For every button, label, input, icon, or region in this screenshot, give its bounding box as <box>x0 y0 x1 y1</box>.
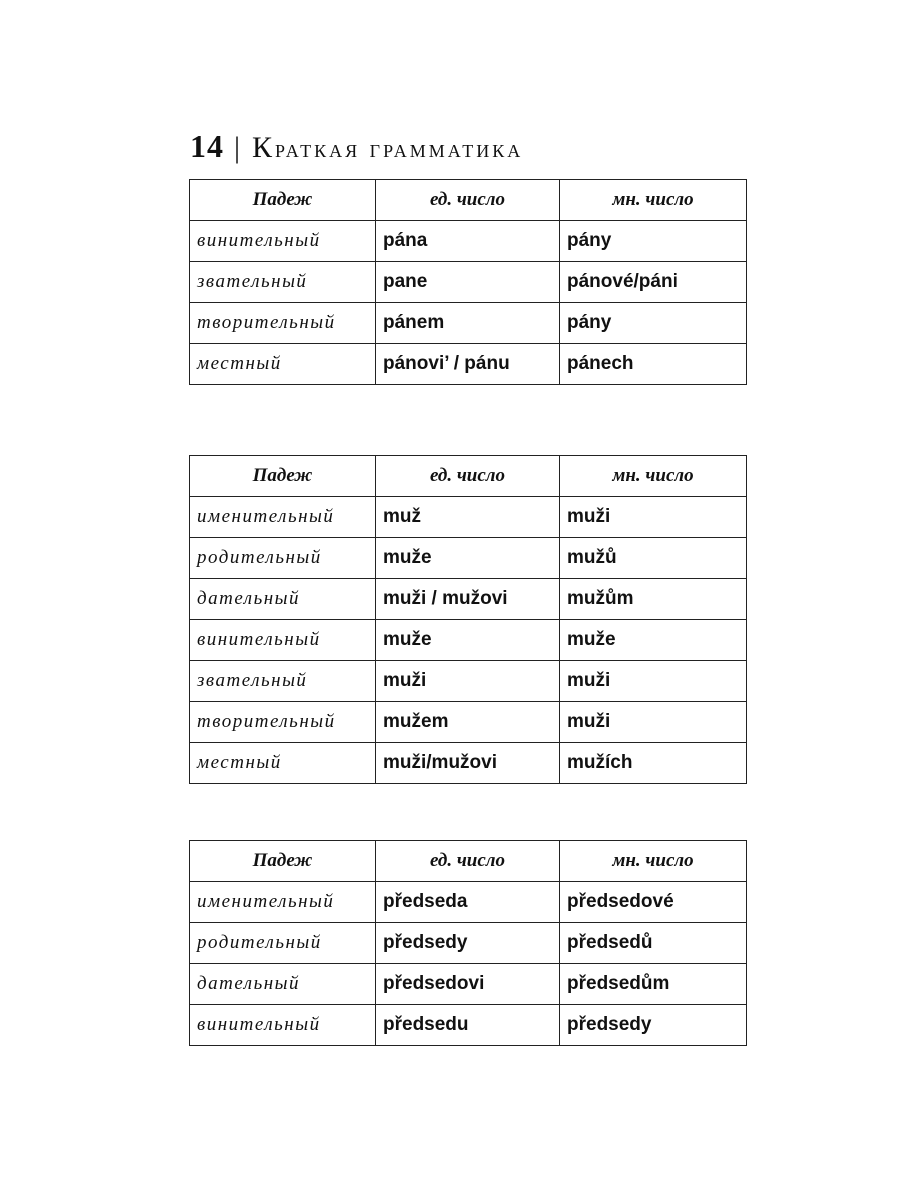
table-row <box>190 579 747 620</box>
header-singular: ед. число <box>376 180 560 221</box>
case-name: местный <box>190 743 376 784</box>
singular-form: pána <box>376 221 560 262</box>
plural-form: muži <box>560 497 747 538</box>
header-plural: мн. число <box>560 456 747 497</box>
header-plural: мн. число <box>560 841 747 882</box>
singular-form: muži <box>376 661 560 702</box>
table-header-row <box>190 456 747 497</box>
table-row <box>190 964 747 1005</box>
case-name: творительный <box>190 702 376 743</box>
singular-form: muže <box>376 538 560 579</box>
declension-table-2 <box>189 455 747 784</box>
plural-form: mužích <box>560 743 747 784</box>
case-name: дательный <box>190 964 376 1005</box>
plural-form: pánové/páni <box>560 262 747 303</box>
table-row <box>190 923 747 964</box>
plural-form: mužům <box>560 579 747 620</box>
case-name: местный <box>190 344 376 385</box>
singular-form: předsedu <box>376 1005 560 1046</box>
table-row <box>190 1005 747 1046</box>
case-name: дательный <box>190 579 376 620</box>
table-row <box>190 262 747 303</box>
header-singular: ед. число <box>376 456 560 497</box>
header-case: Падеж <box>190 456 376 497</box>
singular-form: muži / mužovi <box>376 579 560 620</box>
singular-form: mužem <box>376 702 560 743</box>
table-row <box>190 702 747 743</box>
case-name: родительный <box>190 923 376 964</box>
plural-form: pánech <box>560 344 747 385</box>
table-row <box>190 303 747 344</box>
singular-form: pánem <box>376 303 560 344</box>
declension-table-1 <box>189 179 747 385</box>
page-header <box>190 128 523 165</box>
table-row <box>190 538 747 579</box>
plural-form: předsedů <box>560 923 747 964</box>
case-name: звательный <box>190 661 376 702</box>
case-name: винительный <box>190 1005 376 1046</box>
header-case: Падеж <box>190 180 376 221</box>
case-name: именительный <box>190 497 376 538</box>
header-case: Падеж <box>190 841 376 882</box>
case-name: винительный <box>190 221 376 262</box>
chapter-title-initial: К <box>252 131 276 164</box>
singular-form: předsedy <box>376 923 560 964</box>
header-separator: | <box>234 131 241 164</box>
plural-form: muže <box>560 620 747 661</box>
plural-form: předsedy <box>560 1005 747 1046</box>
case-name: винительный <box>190 620 376 661</box>
singular-form: pánovi’ / pánu <box>376 344 560 385</box>
table-row <box>190 344 747 385</box>
plural-form: mužů <box>560 538 747 579</box>
table-row <box>190 882 747 923</box>
table-header-row <box>190 841 747 882</box>
case-name: именительный <box>190 882 376 923</box>
table-row <box>190 743 747 784</box>
table-row <box>190 221 747 262</box>
singular-form: muži/mužovi <box>376 743 560 784</box>
chapter-title <box>252 131 523 165</box>
table-row <box>190 497 747 538</box>
header-plural: мн. число <box>560 180 747 221</box>
chapter-title-rest: раткая грамматика <box>275 134 524 163</box>
singular-form: předsedovi <box>376 964 560 1005</box>
singular-form: pane <box>376 262 560 303</box>
case-name: творительный <box>190 303 376 344</box>
header-singular: ед. число <box>376 841 560 882</box>
plural-form: muži <box>560 702 747 743</box>
plural-form: pány <box>560 303 747 344</box>
plural-form: předsedům <box>560 964 747 1005</box>
plural-form: pány <box>560 221 747 262</box>
page-number: 14 <box>190 128 224 164</box>
case-name: родительный <box>190 538 376 579</box>
table-row <box>190 661 747 702</box>
case-name: звательный <box>190 262 376 303</box>
singular-form: muže <box>376 620 560 661</box>
declension-table-3 <box>189 840 747 1046</box>
singular-form: předseda <box>376 882 560 923</box>
plural-form: muži <box>560 661 747 702</box>
table-row <box>190 620 747 661</box>
table-header-row <box>190 180 747 221</box>
singular-form: muž <box>376 497 560 538</box>
plural-form: předsedové <box>560 882 747 923</box>
